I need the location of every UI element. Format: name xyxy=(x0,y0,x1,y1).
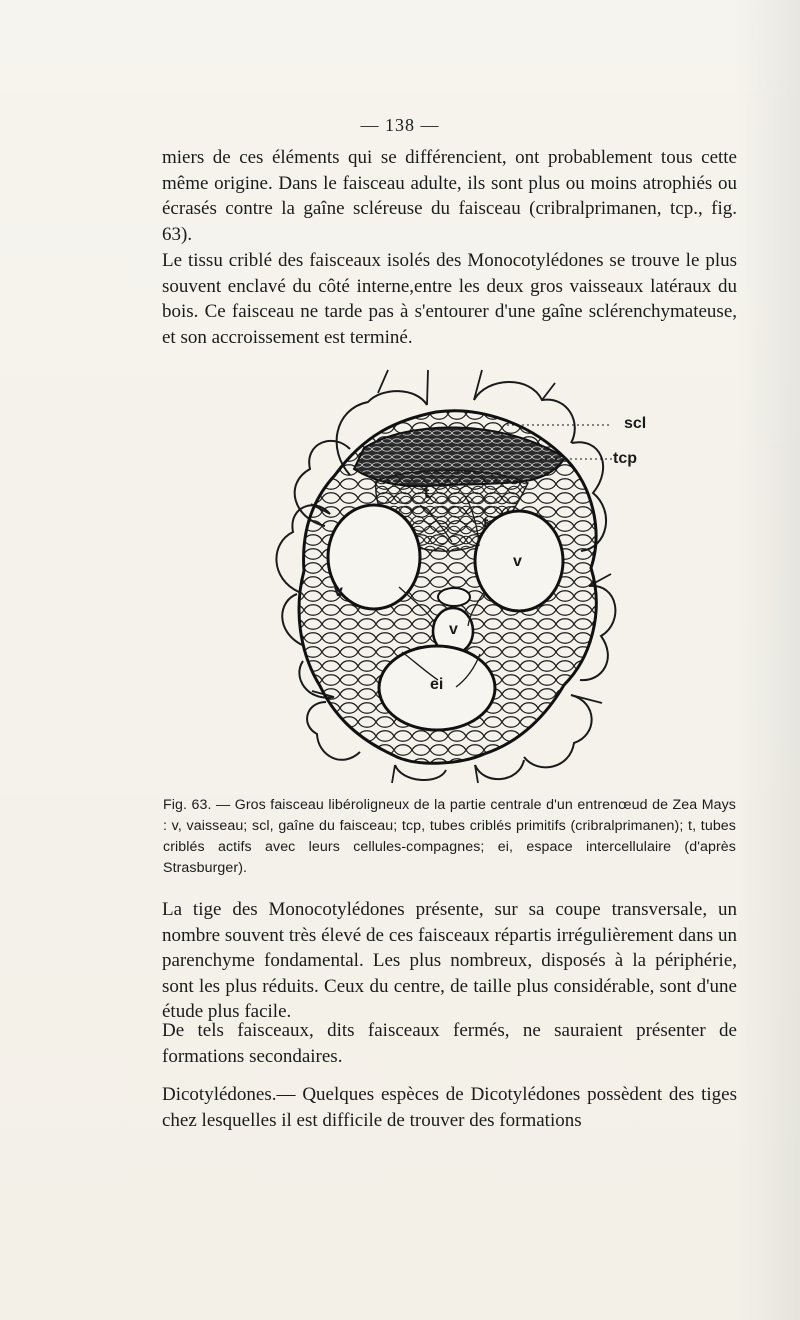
label-t-left: t xyxy=(424,485,430,502)
label-v-left: v xyxy=(334,583,343,600)
page-number: — 138 — xyxy=(360,115,440,135)
paragraph-3: La tige des Monocotylédones présente, sur sa coupe transversale, un nombre souvent très élevé de ces faisceaux répartis irrégulièrement dans un parenchyme fondamental. Les plus nombreux, disposés à la périphérie, sont les plus réduits. Ceux du centre, de taille plus considérable, sont d'une étude plus facile. xyxy=(162,899,737,1022)
label-ei: ei xyxy=(430,676,444,693)
small-vessel-upper xyxy=(438,588,470,606)
vascular-bundle-illustration xyxy=(232,365,662,785)
paragraph-5: Dicotylédones.— Quelques espèces de Dicotylédones possèdent des tiges chez lesquelles il est difficile de trouver des formations xyxy=(162,1084,737,1131)
paragraph-2: Le tissu criblé des faisceaux isolés des Monocotylédones se trouve le plus souvent enclavé du côté interne,entre les deux gros vaisseaux latéraux du bois. Ce faisceau ne tarde pas à s'entourer d'une gaîne sclérenchymateuse, et son accroissement est terminé. xyxy=(162,250,737,348)
label-scl: scl xyxy=(624,415,647,432)
label-t-right: t xyxy=(483,515,489,532)
paragraph-4: De tels faisceaux, dits faisceaux fermés, ne sauraient présenter de formations secondaires. xyxy=(162,1020,737,1067)
figure-caption: Fig. 63. — Gros faisceau libéroligneux de la partie centrale d'un entrenœud de Zea Mays : v, vaisseau; scl, gaîne du faisceau; tcp, tubes criblés primitifs (cribralprimanen); t, tubes criblés actifs avec leurs cellules-compagnes; ei, espace intercellulaire (d'après Strasburger). xyxy=(163,797,736,876)
paragraph-1: miers de ces éléments qui se différencient, ont probablement tous cette même origine. Dans le faisceau adulte, ils sont plus ou moins atrophiés ou écrasés contre la gaîne scléreuse du faisceau (cribralprimanen, tcp., fig. 63). xyxy=(162,147,737,245)
figure-63 xyxy=(232,365,662,785)
label-v-center: v xyxy=(449,621,458,638)
label-v-right: v xyxy=(513,553,522,570)
label-tcp: tcp xyxy=(613,450,637,467)
